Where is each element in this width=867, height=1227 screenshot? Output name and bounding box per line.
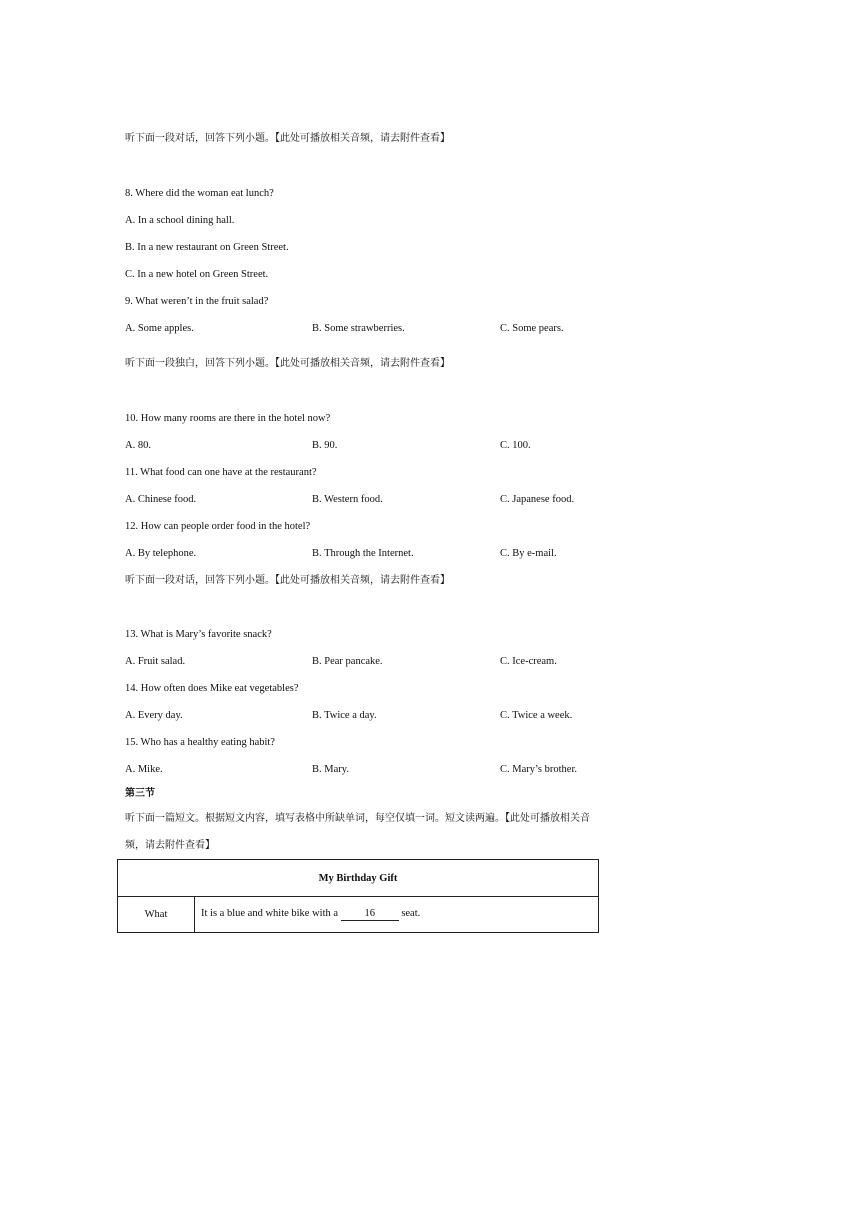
- q9-options: [0, 322, 867, 336]
- table-row: [118, 897, 599, 933]
- section-3-instruction-line-2: 频，请去附件查看】: [125, 840, 215, 851]
- blank-16: 16: [341, 908, 399, 921]
- q14-option-a: A. Every day.: [125, 710, 183, 721]
- q11-options: [0, 493, 867, 507]
- row-content: [195, 897, 599, 933]
- q10-option-a: A. 80.: [125, 440, 151, 451]
- instruction-dialog-1: 听下面一段对话，回答下列小题。【此处可播放相关音频，请去附件查看】: [125, 133, 450, 144]
- q10-option-c: C. 100.: [500, 440, 531, 451]
- row-label-what: What: [118, 897, 195, 933]
- q15-option-a: A. Mike.: [125, 764, 163, 775]
- q9-option-c: C. Some pears.: [500, 323, 564, 334]
- q13-options: [0, 655, 867, 669]
- row-text-before: It is a blue and white bike with a: [201, 908, 339, 919]
- q15-option-c: C. Mary’s brother.: [500, 764, 577, 775]
- instruction-monologue: 听下面一段独白，回答下列小题。【此处可播放相关音频，请去附件查看】: [125, 358, 450, 369]
- q12-option-a: A. By telephone.: [125, 548, 197, 559]
- q9-option-b: B. Some strawberries.: [312, 323, 405, 334]
- q12-options: [0, 547, 867, 561]
- question-14: 14. How often does Mike eat vegetables?: [125, 683, 299, 694]
- question-11: 11. What food can one have at the restaurant?: [125, 467, 317, 478]
- q14-options: [0, 709, 867, 723]
- table-title-row: [118, 860, 599, 897]
- question-15: 15. Who has a healthy eating habit?: [125, 737, 275, 748]
- q14-option-c: C. Twice a week.: [500, 710, 573, 721]
- q12-option-b: B. Through the Internet.: [312, 548, 414, 559]
- instruction-dialog-2: 听下面一段对话，回答下列小题。【此处可播放相关音频，请去附件查看】: [125, 575, 450, 586]
- row-text-after: seat.: [401, 908, 421, 919]
- q8-option-c: C. In a new hotel on Green Street.: [125, 269, 269, 280]
- q11-option-a: A. Chinese food.: [125, 494, 197, 505]
- q11-option-b: B. Western food.: [312, 494, 383, 505]
- question-9: 9. What weren’t in the fruit salad?: [125, 296, 269, 307]
- q13-option-c: C. Ice-cream.: [500, 656, 557, 667]
- question-8: 8. Where did the woman eat lunch?: [125, 188, 274, 199]
- q12-option-c: C. By e-mail.: [500, 548, 557, 559]
- q14-option-b: B. Twice a day.: [312, 710, 377, 721]
- q15-options: [0, 763, 867, 777]
- q13-option-b: B. Pear pancake.: [312, 656, 383, 667]
- q13-option-a: A. Fruit salad.: [125, 656, 186, 667]
- q15-option-b: B. Mary.: [312, 764, 349, 775]
- question-12: 12. How can people order food in the hotel?: [125, 521, 311, 532]
- section-3-instruction-line-1: 听下面一篇短文。根据短文内容，填写表格中所缺单词，每空仅填一词。短文读两遍。【此处可播放相关音: [125, 813, 590, 824]
- question-10: 10. How many rooms are there in the hotel now?: [125, 413, 331, 424]
- q10-option-b: B. 90.: [312, 440, 338, 451]
- q8-option-a: A. In a school dining hall.: [125, 215, 235, 226]
- birthday-gift-table: [117, 859, 599, 933]
- q10-options: [0, 439, 867, 453]
- q8-option-b: B. In a new restaurant on Green Street.: [125, 242, 289, 253]
- question-13: 13. What is Mary’s favorite snack?: [125, 629, 272, 640]
- q11-option-c: C. Japanese food.: [500, 494, 575, 505]
- q9-option-a: A. Some apples.: [125, 323, 194, 334]
- section-3-heading: 第三节: [125, 788, 155, 799]
- table-title: My Birthday Gift: [118, 860, 599, 897]
